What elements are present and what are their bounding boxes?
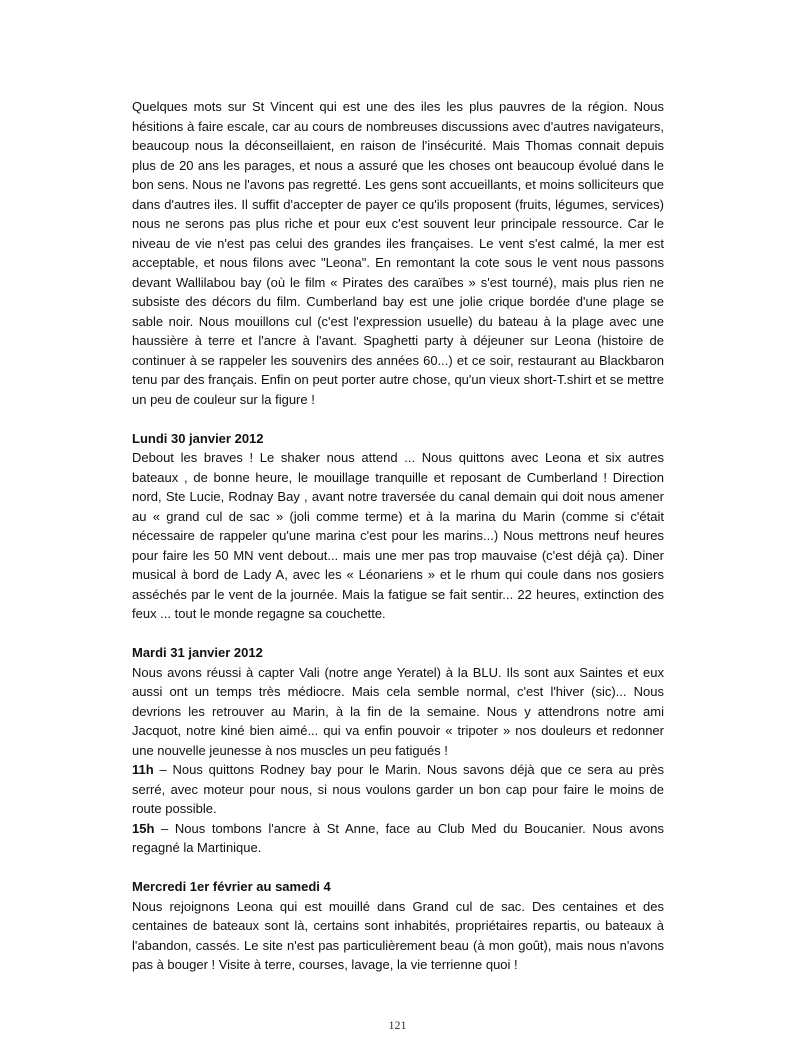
section-heading-tuesday: Mardi 31 janvier 2012 (132, 645, 263, 660)
time-entry-15h (132, 819, 664, 858)
section-paragraph-wednesday: Nous rejoignons Leona qui est mouillé dans Grand cul de sac. Des centaines et des centaines de bateaux sont là, certains sont inhabités, propriétaires repartis, ou bateaux à l'abandon, cassés. Le site n'est pas particulièrement beau (à mon goût), mais nous n'avons pas à bouger ! Visite à terre, courses, lavage, la vie terrienne quoi ! (132, 898, 664, 972)
spacer (132, 858, 664, 878)
time-entry-11h (132, 760, 664, 819)
time-label: 11h (132, 762, 154, 777)
section-heading-wednesday: Mercredi 1er février au samedi 4 (132, 879, 331, 894)
intro-paragraph: Quelques mots sur St Vincent qui est une des iles les plus pauvres de la région. Nous hésitions à faire escale, car au cours de nombreuses discussions avec d'autres navigateurs, beaucoup nous la déconseillaient, en raison de l'insécurité. Mais Thomas connait depuis plus de 20 ans les parages, et nous a assuré que les choses ont beaucoup évolué dans le bon sens. Nous ne l'avons pas regretté. Les gens sont accueillants, et moins solliciteurs que dans d'autres iles. Il suffit d'accepter de payer ce qu'ils proposent (fruits, légumes, services) nous ne serons pas plus riche et pour eux c'est souvent leur principale ressource. Car le niveau de vie n'est pas celui des grandes iles françaises. Le vent s'est calmé, la mer est acceptable, et nous filons avec "Leona". En remontant la cote sous le vent nous passons devant Wallilabou bay (où le film « Pirates des caraïbes » s'est tourné), mais plus rien ne subsiste des décors du film. Cumberland bay est une jolie crique bordée d'une plage se sable noir. Nous mouillons cul (c'est l'expression usuelle) du bateau à la plage avec une haussière à terre et l'ancre à l'avant. Spaghetti party à déjeuner sur Leona (histoire de continuer à se rappeler les souvenirs des années 60...) et ce soir, restaurant au Blackbaron tenu par des français. Enfin on peut porter autre chose, qu'un vieux short-T.shirt et se mettre un peu de couleur sur la figure ! (132, 99, 664, 407)
document-body (132, 97, 664, 975)
time-entry-text: – Nous quittons Rodney bay pour le Marin. Nous savons déjà que ce sera au près serré, avec moteur pour nous, si nous voulons garder un bon cap pour faire le moins de route possible. (132, 762, 664, 816)
page-number: 121 (388, 1018, 407, 1032)
spacer (132, 624, 664, 644)
section-paragraph-monday: Debout les braves ! Le shaker nous attend ... Nous quittons avec Leona et six autres bateaux , de bonne heure, le mouillage tranquille et reposant de Cumberland ! Direction nord, Ste Lucie, Rodnay Bay , avant notre traversée du canal demain qui doit nous amener au « grand cul de sac » (joli comme terme) et à la marina du Marin (comme si c'était nécessaire de rappeler qu'une marina c'est pour les marins...) Nous mettrons neuf heures pour faire les 50 MN vent debout... mais une mer pas trop mauvaise (c'est déjà ça). Diner musical à bord de Lady A, avec les « Léonariens » et le rhum qui coule dans nos gosiers asséchés par le vent de la journée. Mais la fatigue se fait sentir... 22 heures, extinction des feux ... tout le monde regagne sa couchette. (132, 450, 664, 621)
section-paragraph-tuesday: Nous avons réussi à capter Vali (notre ange Yeratel) à la BLU. Ils sont aux Saintes et eux aussi ont un temps très médiocre. Mais cela semble normal, c'est l'hiver (sic)... Nous devrions les retrouver au Marin, à la fin de la semaine. Nous y attendrons notre ami Jacquot, notre kiné bien aimé... qui va enfin pouvoir « tripoter » nos douleurs et redonner une nouvelle jeunesse à nos muscles un peu fatigués ! (132, 664, 664, 758)
spacer (132, 409, 664, 429)
section-heading-monday: Lundi 30 janvier 2012 (132, 430, 264, 446)
time-entry-text: – Nous tombons l'ancre à St Anne, face au Club Med du Boucanier. Nous avons regagné la Martinique. (132, 820, 664, 855)
time-label: 15h (132, 820, 155, 836)
